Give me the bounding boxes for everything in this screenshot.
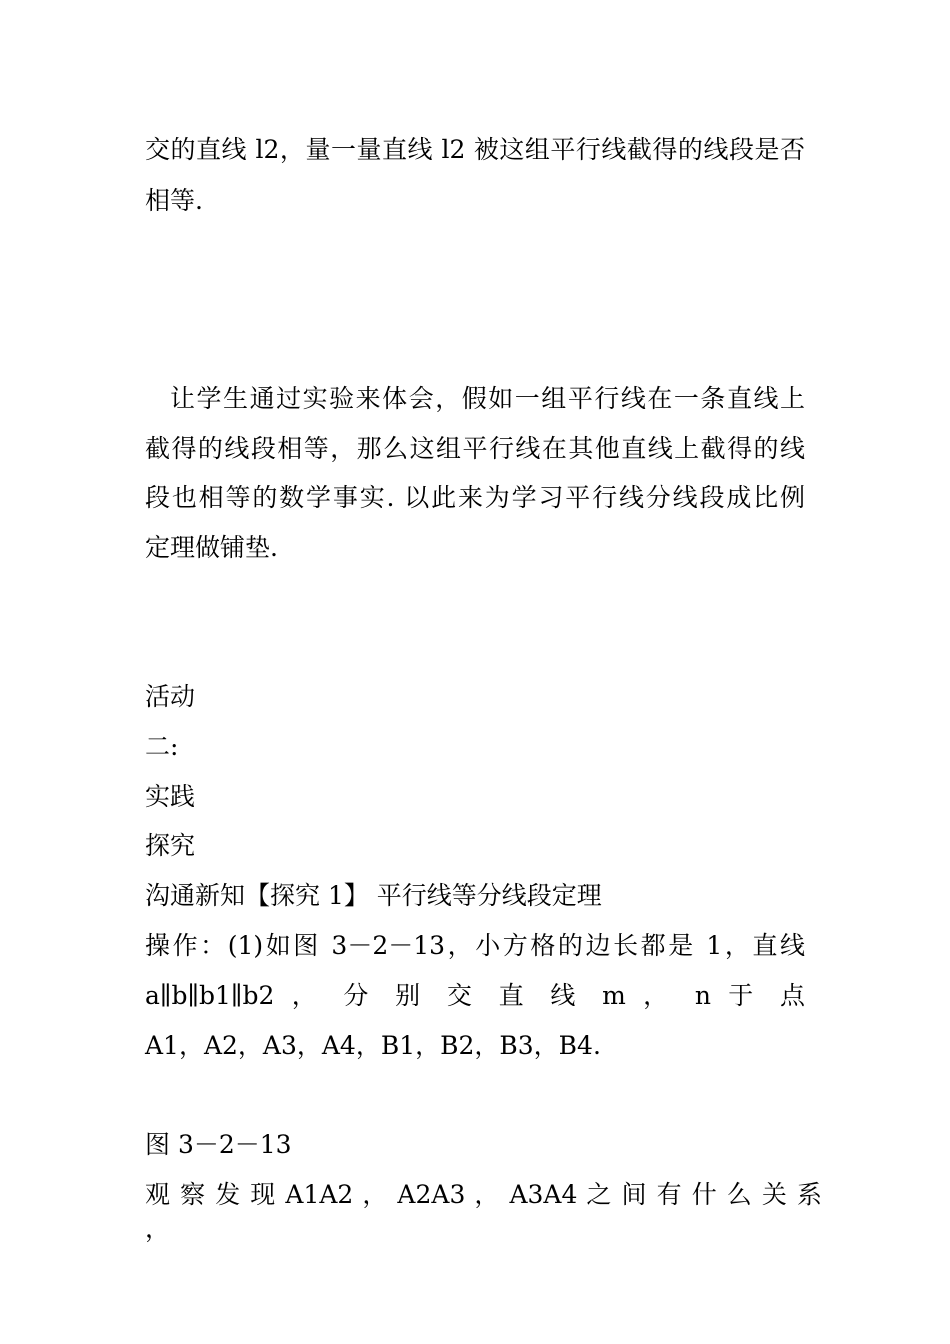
figure-caption: 图 3－2－13	[145, 1130, 292, 1159]
activity-line3: 实践	[145, 782, 196, 811]
paragraph2-line1: 让学生通过实验来体会，假如一组平行线在一条直线上	[170, 384, 805, 413]
paragraph2-line2: 截得的线段相等，那么这组平行线在其他直线上截得的线	[145, 434, 805, 463]
explore-heading: 沟通新知【探究 1】 平行线等分线段定理	[145, 881, 602, 910]
activity-line4: 探究	[145, 831, 196, 860]
explore-operation-line2: a∥b∥b1∥b2 ， 分 别 交 直 线 m ， n 于 点	[145, 981, 805, 1010]
paragraph1-line2: 相等.	[145, 186, 203, 215]
observe-line1: 观 察 发 现 A1A2 ， A2A3 ， A3A4 之 间 有 什 么 关 系 ，	[145, 1180, 822, 1243]
paragraph1-line1: 交的直线 l2，量一量直线 l2 被这组平行线截得的线段是否	[145, 135, 805, 164]
paragraph2-line3: 段也相等的数学事实. 以此来为学习平行线分线段成比例	[145, 483, 805, 512]
activity-line2: 二:	[145, 732, 179, 761]
paragraph2-line4: 定理做铺垫.	[145, 533, 278, 562]
explore-operation-line1: 操作：(1)如图 3－2－13，小方格的边长都是 1，直线	[145, 931, 805, 960]
activity-line1: 活动	[145, 682, 196, 711]
explore-operation-line3: A1，A2，A3，A4，B1，B2，B3，B4.	[145, 1031, 601, 1060]
